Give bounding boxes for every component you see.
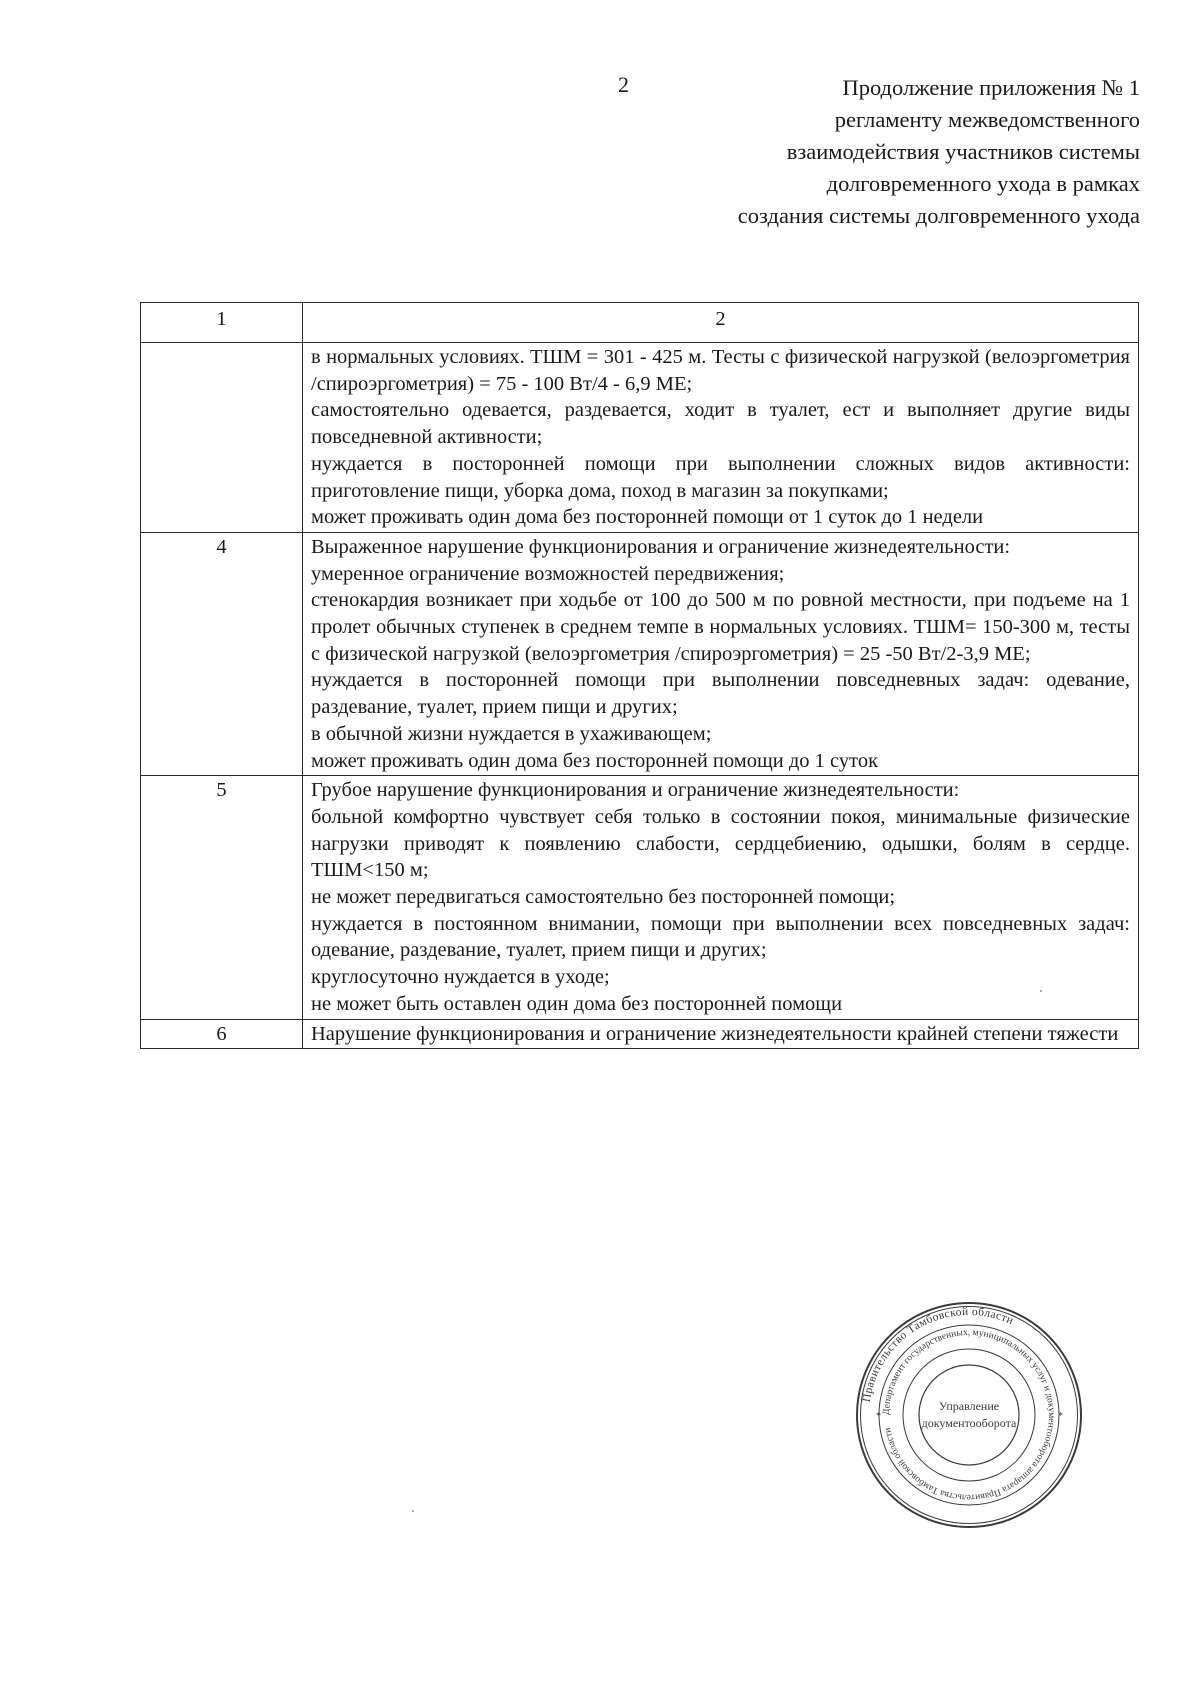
header-line: взаимодействия участников системы bbox=[786, 139, 1140, 164]
description-line: нуждается в посторонней помощи при выполнении повседневных задач: одевание, раздевание, туалет, прием пищи и других; bbox=[311, 669, 1130, 719]
description-line: круглосуточно нуждается в уходе; bbox=[311, 966, 610, 989]
table-row bbox=[141, 532, 1139, 775]
header-line: создания системы долговременного ухода bbox=[737, 203, 1140, 228]
header-line: Продолжение приложения № 1 bbox=[842, 75, 1140, 100]
description-line: самостоятельно одевается, раздевается, ходит в туалет, ест и выполняет другие виды повседневной активности; bbox=[311, 399, 1130, 449]
seal-star-right: * bbox=[1058, 1411, 1063, 1422]
row-description bbox=[303, 532, 1139, 775]
header-line: долговременного ухода в рамках bbox=[826, 171, 1140, 196]
table-row bbox=[141, 343, 1139, 533]
description-line: Грубое нарушение функционирования и ограничение жизнедеятельности: bbox=[311, 779, 960, 802]
table-header-row bbox=[141, 303, 1139, 343]
description-line: в нормальных условиях. ТШМ = 301 - 425 м. Тесты с физической нагрузкой (велоэргометрия /спироэргометрия) = 75 - 100 Вт/4 - 6,9 МЕ; bbox=[311, 346, 1130, 395]
description-line: может проживать один дома без посторонней помощи до 1 суток bbox=[311, 749, 879, 772]
appendix-header bbox=[600, 72, 1140, 232]
seal-ring-text bbox=[882, 1328, 1056, 1502]
description-line: в обычной жизни нуждается в ухаживающем; bbox=[311, 722, 712, 745]
description-line: нуждается в постоянном внимании, помощи при выполнении всех повседневных задач: одевание, раздевание, туалет, прием пищи и других; bbox=[311, 912, 1130, 962]
column-header-2: 2 bbox=[303, 303, 1139, 343]
description-line: не может быть оставлен один дома без посторонней помощи bbox=[311, 992, 843, 1015]
row-description bbox=[303, 343, 1139, 533]
scan-speck bbox=[412, 1510, 414, 1512]
seal-center-line1: Управление bbox=[938, 1399, 1000, 1413]
description-line: стенокардия возникает при ходьбе от 100 до 500 м по ровной местности, при подъеме на 1 пролет обычных ступенек в среднем темпе в нормальных условиях. ТШМ= 150-300 м, тесты с физической нагрузкой (велоэргометрия /спироэргометрия) = 25 -50 Вт/2-3,9 МЕ; bbox=[311, 589, 1130, 665]
description-line: Нарушение функционирования и ограничение жизнедеятельности крайней степени тяжести bbox=[311, 1022, 1119, 1045]
row-number: 4 bbox=[141, 532, 303, 775]
row-description bbox=[303, 776, 1139, 1019]
seal-star-left: * bbox=[876, 1411, 881, 1422]
seal-outer-path: Правительство Тамбовской области bbox=[860, 1305, 1016, 1403]
row-number: 6 bbox=[141, 1019, 303, 1049]
official-seal bbox=[854, 1300, 1084, 1530]
description-line: больной комфортно чувствует себя только в состоянии покоя, минимальные физические нагрузки приводят к появлению слабости, сердцебиению, одышки, болям в сердце. ТШМ<150 м; bbox=[311, 805, 1130, 882]
description-line: нуждается в посторонней помощи при выполнении сложных видов активности: приготовление пищи, уборка дома, поход в магазин за покупками; bbox=[311, 452, 1130, 502]
row-number: 5 bbox=[141, 776, 303, 1019]
description-line: Выраженное нарушение функционирования и ограничение жизнедеятельности: bbox=[311, 535, 1011, 558]
table-row bbox=[141, 776, 1139, 1019]
header-line: регламенту межведомственного bbox=[834, 107, 1140, 132]
seal-center-line2: документооборота bbox=[921, 1416, 1017, 1430]
seal-ring-path: Департамент государственных, муниципальных услуг и документооборота аппарата Правительства Тамбовской области bbox=[881, 1327, 1057, 1503]
scan-speck bbox=[1040, 990, 1042, 992]
column-header-1: 1 bbox=[141, 303, 303, 343]
row-number bbox=[141, 343, 303, 533]
seal-outer-text bbox=[861, 1306, 1016, 1403]
description-line: умеренное ограничение возможностей передвижения; bbox=[311, 562, 785, 585]
description-line: не может передвигаться самостоятельно без посторонней помощи; bbox=[311, 886, 896, 909]
criteria-table bbox=[140, 302, 1139, 1049]
page-number: 2 bbox=[618, 72, 629, 97]
description-line: может проживать один дома без посторонней помощи от 1 суток до 1 недели bbox=[311, 506, 984, 529]
table-row bbox=[141, 1019, 1139, 1049]
row-description bbox=[303, 1019, 1139, 1049]
